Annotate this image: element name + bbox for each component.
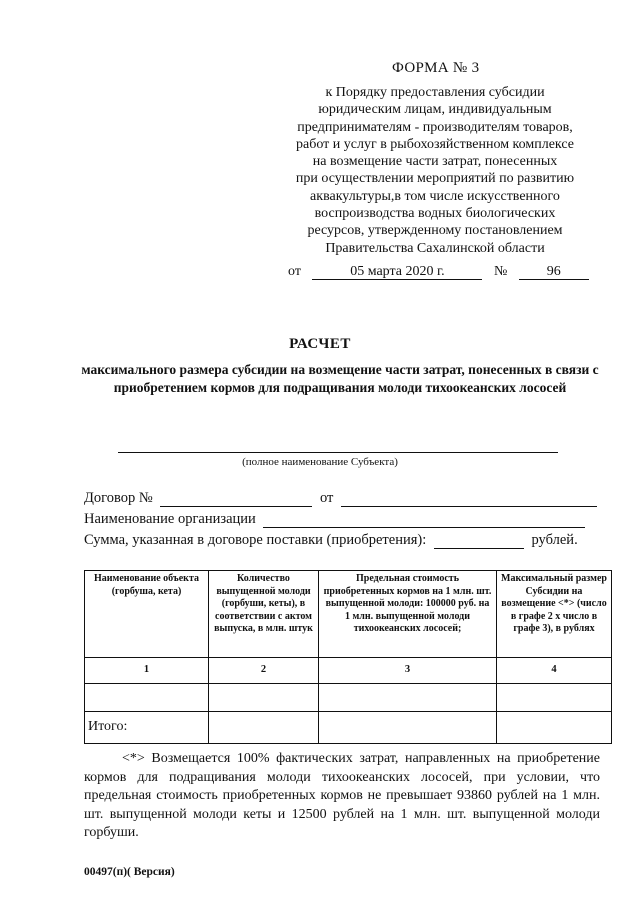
from-label: от — [288, 264, 301, 279]
header-line: предпринимателям - производителям товаров, — [297, 119, 573, 135]
header-line: юридическим лицам, индивидуальным — [318, 102, 552, 118]
resolution-date: 05 марта 2020 г. — [312, 265, 482, 280]
page-title: РАСЧЕТ — [289, 336, 351, 352]
column-header: Предельная стоимость приобретенных кормов на 1 млн. шт. выпущенной молоди: 100000 руб. на 1 млн. выпущенной молоди тихоокеанских лососей; — [319, 571, 497, 658]
column-number: 1 — [85, 658, 209, 684]
sum-field[interactable] — [434, 533, 524, 549]
subject-caption: (полное наименование Субъекта) — [242, 456, 398, 468]
form-number: ФОРМА № 3 — [392, 60, 480, 76]
header-line: работ и услуг в рыбохозяйственном комплексе — [295, 136, 574, 152]
table-header-row — [85, 571, 612, 658]
header-line: Правительства Сахалинской области — [325, 240, 545, 256]
column-header: Наименование объекта (горбуша, кета) — [85, 571, 209, 658]
total-label: Итого: — [85, 712, 209, 744]
sum-row — [84, 532, 578, 549]
organization-row — [84, 511, 585, 528]
column-header: Максимальный размер Субсидии на возмещение <*> (число в графе 2 х число в графе 3), в рублях — [497, 571, 612, 658]
calculation-table — [84, 570, 612, 744]
subject-name-line — [118, 452, 558, 453]
resolution-date-line — [288, 264, 589, 280]
header-line: воспроизводства водных биологических — [314, 206, 556, 222]
table-cell[interactable] — [209, 712, 319, 744]
number-label: № — [493, 264, 508, 279]
version-code: 00497(п)( Версия) — [84, 866, 175, 878]
contract-date-field[interactable] — [341, 491, 597, 507]
table-cell[interactable] — [497, 684, 612, 712]
organization-label: Наименование организации — [84, 511, 256, 527]
sum-unit: рублей. — [531, 532, 578, 548]
table-cell[interactable] — [209, 684, 319, 712]
approval-header — [270, 84, 600, 257]
sum-label: Сумма, указанная в договоре поставки (приобретения): — [84, 532, 427, 548]
table-cell[interactable] — [85, 684, 209, 712]
organization-field[interactable] — [263, 512, 585, 528]
header-line: к Порядку предоставления субсидии — [325, 85, 545, 100]
header-line: аквакультуры,в том числе искусственного — [310, 188, 560, 204]
contract-label: Договор № — [84, 490, 153, 506]
contract-number-field[interactable] — [160, 491, 312, 507]
table-row — [85, 684, 612, 712]
footnote: <*> Возмещается 100% фактических затрат, направленных на приобретение кормов для подращивания молоди тихоокеанских лососей, при условии, что предельная стоимость приобретенных кормов не превышает 93860 рублей на 1 млн. шт. выпущенной молоди кеты и 12500 рублей на 1 млн. шт. выпущенной молоди горбуши. — [84, 751, 600, 841]
contract-from-label: от — [319, 490, 334, 506]
column-number: 2 — [209, 658, 319, 684]
page-subtitle: максимального размера субсидии на возмещение части затрат, понесенных в связи с приобретением кормов для подращивания молоди тихоокеанских лососей — [81, 362, 599, 395]
table-cell[interactable] — [319, 684, 497, 712]
column-number: 4 — [497, 658, 612, 684]
header-line: ресурсов, утвержденному постановлением — [307, 223, 563, 239]
column-number-row — [85, 658, 612, 684]
header-line: при осуществлении мероприятий по развитию — [295, 171, 575, 187]
header-line: на возмещение части затрат, понесенных — [312, 154, 558, 170]
column-number: 3 — [319, 658, 497, 684]
total-row — [85, 712, 612, 744]
contract-row — [84, 490, 597, 507]
table-cell[interactable] — [497, 712, 612, 744]
column-header: Количество выпущенной молоди (горбуши, кеты), в соответствии с актом выпуска, в млн. штук — [209, 571, 319, 658]
table-cell[interactable] — [319, 712, 497, 744]
resolution-number: 96 — [519, 265, 589, 280]
